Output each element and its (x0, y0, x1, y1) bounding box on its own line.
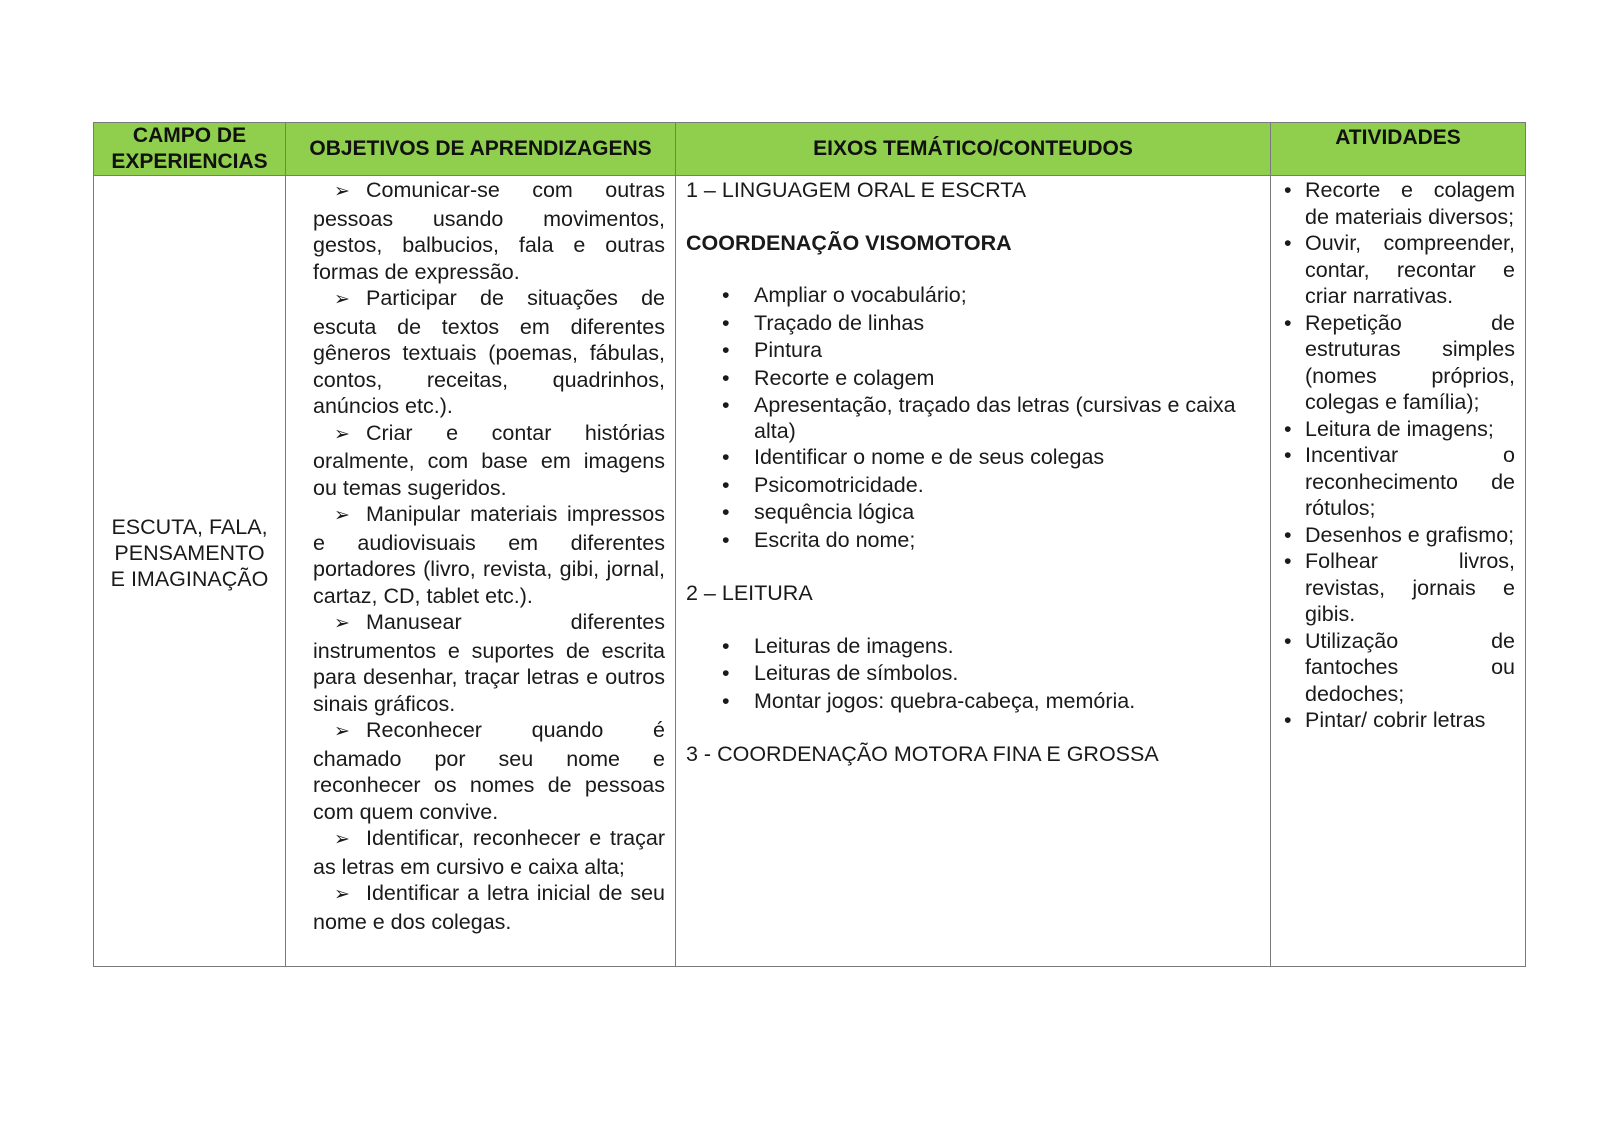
eixo-section-1-subtitle: COORDENAÇÃO VISOMOTORA (686, 230, 1012, 255)
list-item: • Ouvir, compreender, contar, recontar e criar narrativas. (1284, 231, 1515, 308)
bullet-icon: • (1284, 549, 1292, 573)
header-eixos: EIXOS TEMÁTICO/CONTEUDOS (676, 123, 1271, 176)
bullet-icon: • (722, 527, 730, 552)
bullet-icon: • (722, 283, 730, 307)
objetivo-item: ➢ Identificar, reconhecer e traçar as letras em cursivo e caixa alta; (313, 826, 665, 879)
arrow-bullet-icon: ➢ (334, 181, 350, 202)
list-item: • Utilização de fantoches ou dedoches; (1284, 628, 1515, 706)
eixo-section-2-title: 2 – LEITURA (686, 581, 813, 605)
bullet-icon: • (722, 661, 730, 685)
bullet-icon: • (722, 688, 730, 713)
arrow-bullet-icon: ➢ (334, 829, 350, 850)
content-row (94, 176, 1526, 967)
bullet-icon: • (722, 310, 730, 335)
atividades-list (1283, 177, 1515, 734)
list-item: • sequência lógica (754, 499, 1260, 527)
list-item: • Leituras de imagens. (754, 633, 1260, 661)
lesson-plan-table (93, 122, 1526, 967)
objetivo-item: ➢ Criar e contar histórias oralmente, com base em imagens ou temas sugeridos. (313, 420, 665, 500)
bullet-icon: • (722, 338, 730, 362)
objetivos-list (286, 176, 675, 935)
list-item: • Folhear livros, revistas, jornais e gibis. (1284, 549, 1515, 626)
list-item: • Incentivar o reconhecimento de rótulos; (1284, 443, 1515, 520)
bullet-icon: • (1284, 416, 1292, 441)
list-item: • Traçado de linhas (754, 310, 1260, 338)
objetivo-item: ➢ Comunicar-se com outras pessoas usando movimentos, gestos, balbucios, fala e outras formas de expressão. (313, 178, 665, 284)
campo-text: ESCUTA, FALA, PENSAMENTO E IMAGINAÇÃO (110, 515, 269, 591)
list-item: • Ampliar o vocabulário; (754, 282, 1260, 310)
arrow-bullet-icon: ➢ (334, 613, 350, 634)
bullet-icon: • (722, 365, 730, 390)
bullet-icon: • (1284, 708, 1292, 732)
eixo-section-1-list (686, 282, 1260, 554)
campo-cell (94, 176, 286, 967)
eixo-section-2-list (686, 633, 1260, 716)
arrow-bullet-icon: ➢ (334, 289, 350, 310)
objetivo-item: ➢ Manipular materiais impressos e audiovisuais em diferentes portadores (livro, revista, gibi, jornal, cartaz, CD, tablet etc.). (313, 502, 665, 608)
objetivo-item: ➢ Manusear diferentes instrumentos e suportes de escrita para desenhar, traçar letras e outros sinais gráficos. (313, 610, 665, 716)
list-item: • Recorte e colagem de materiais diversos; (1284, 178, 1515, 229)
bullet-icon: • (722, 393, 730, 417)
eixos-cell (676, 176, 1271, 967)
objetivo-item: ➢ Participar de situações de escuta de textos em diferentes gêneros textuais (poemas, fábulas, contos, receitas, quadrinhos, anúncios etc.). (313, 286, 665, 418)
arrow-bullet-icon: ➢ (334, 505, 350, 526)
objetivos-cell (286, 176, 676, 967)
bullet-icon: • (1284, 178, 1292, 202)
list-item: • Psicomotricidade. (754, 472, 1260, 500)
list-item: • Identificar o nome e de seus colegas (754, 444, 1260, 472)
arrow-bullet-icon: ➢ (334, 884, 350, 905)
list-item: • Escrita do nome; (754, 527, 1260, 555)
bullet-icon: • (1284, 231, 1292, 255)
eixo-section-3-title: 3 - COORDENAÇÃO MOTORA FINA E GROSSA (686, 742, 1159, 766)
list-item: • Repetição de estruturas simples (nomes próprios, colegas e família); (1284, 310, 1515, 414)
list-item: • Recorte e colagem (754, 365, 1260, 393)
list-item: • Leitura de imagens; (1284, 416, 1494, 441)
list-item: • Pintar/ cobrir letras (1284, 708, 1486, 732)
list-item: • Apresentação, traçado das letras (cursivas e caixa alta) (722, 393, 1236, 443)
bullet-icon: • (1284, 522, 1292, 547)
header-objetivos: OBJETIVOS DE APRENDIZAGENS (286, 123, 676, 176)
bullet-icon: • (722, 500, 730, 524)
list-item: • Leituras de símbolos. (754, 660, 1260, 688)
header-campo: CAMPO DE EXPERIENCIAS (94, 123, 286, 176)
header-row (94, 123, 1526, 176)
list-item: • Desenhos e grafismo; (1284, 522, 1515, 547)
atividades-cell (1271, 176, 1526, 967)
bullet-icon: • (722, 445, 730, 469)
bullet-icon: • (722, 472, 730, 497)
objetivo-item: ➢ Reconhecer quando é chamado por seu nome e reconhecer os nomes de pessoas com quem convive. (313, 718, 665, 824)
list-item: • Montar jogos: quebra-cabeça, memória. (754, 688, 1260, 716)
bullet-icon: • (1284, 443, 1292, 467)
header-atividades: ATIVIDADES (1271, 123, 1526, 176)
arrow-bullet-icon: ➢ (334, 721, 350, 742)
bullet-icon: • (722, 633, 730, 658)
arrow-bullet-icon: ➢ (334, 423, 350, 445)
bullet-icon: • (1284, 628, 1292, 653)
eixo-section-1-title: 1 – LINGUAGEM ORAL E ESCRTA (686, 178, 1027, 202)
objetivo-item: ➢ Identificar a letra inicial de seu nome e dos colegas. (313, 881, 665, 934)
list-item: • Pintura (754, 337, 1260, 365)
bullet-icon: • (1284, 310, 1292, 335)
